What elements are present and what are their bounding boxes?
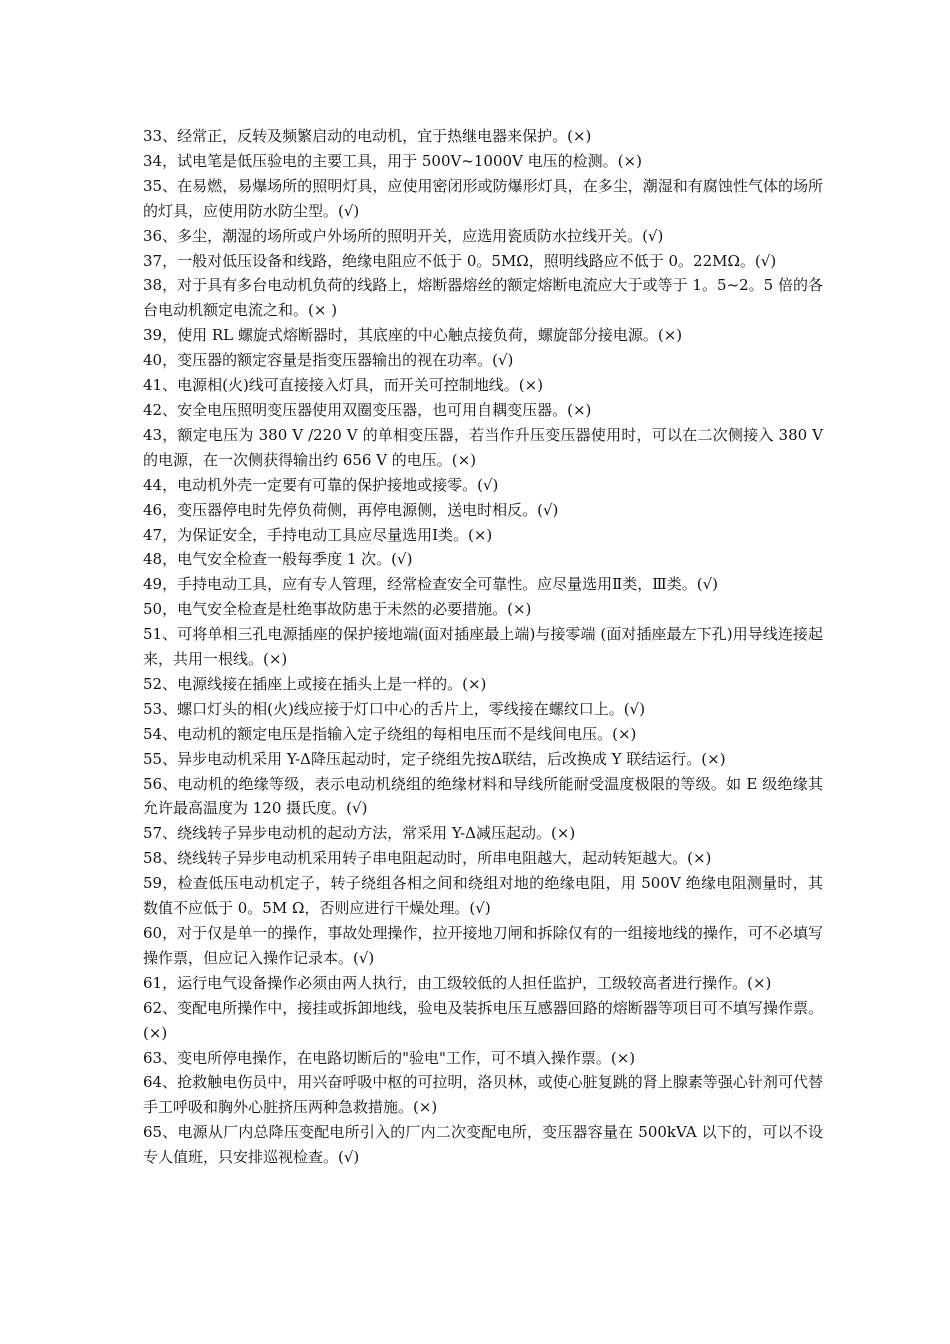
question-43: 43，额定电压为 380 V /220 V 的单相变压器，若当作升压变压器使用时，可以在二次侧接入 380 V 的电源，在一次侧获得输出约 656 V 的电压。(×)	[143, 425, 823, 469]
question-55: 55、异步电动机采用 Y-Δ降压起动时，定子绕组先按Δ联结，后改换成 Y 联结运行。(×)	[143, 749, 726, 768]
question-35: 35、在易燃，易爆场所的照明灯具，应使用密闭形或防爆形灯具，在多尘，潮湿和有腐蚀性气体的场所的灯具，应使用防水防尘型。(√)	[143, 176, 823, 220]
question-34: 34，试电笔是低压验电的主要工具，用于 500V~1000V 电压的检测。(×)	[143, 151, 642, 170]
question-37: 37，一般对低压设备和线路，绝缘电阻应不低于 0。5MΩ，照明线路应不低于 0。22MΩ。(√)	[143, 251, 777, 270]
question-54: 54、电动机的额定电压是指输入定子绕组的每相电压而不是线间电压。(×)	[143, 724, 637, 743]
question-38: 38，对于具有多台电动机负荷的线路上，熔断器熔丝的额定熔断电流应大于或等于 1。5~2。5 倍的各台电动机额定电流之和。(× )	[143, 276, 823, 320]
question-59: 59，检查低压电动机定子，转子绕组各相之间和绕组对地的绝缘电阻，用 500V 绝缘电阻测量时，其数值不应低于 0。5M Ω，否则应进行干燥处理。(√)	[143, 874, 823, 918]
question-58: 58、绕线转子异步电动机采用转子串电阻起动时，所串电阻越大，起动转矩越大。(×)	[143, 849, 712, 868]
question-51: 51、可将单相三孔电源插座的保护接地端(面对插座最上端)与接零端 (面对插座最左下孔)用导线连接起来，共用一根线。(×)	[143, 625, 823, 669]
question-53: 53、螺口灯头的相(火)线应接于灯口中心的舌片上，零线接在螺纹口上。(√)	[143, 699, 646, 718]
question-48: 48，电气安全检查一般每季度 1 次。(√)	[143, 550, 413, 569]
question-61: 61，运行电气设备操作必须由两人执行，由工级较低的人担任监护，工级较高者进行操作。(×)	[143, 973, 772, 992]
question-44: 44，电动机外壳一定要有可靠的保护接地或接零。(√)	[143, 475, 499, 494]
question-40: 40，变压器的额定容量是指变压器输出的视在功率。(√)	[143, 351, 514, 370]
question-42: 42、安全电压照明变压器使用双圈变压器，也可用自耦变压器。(×)	[143, 400, 592, 419]
question-49: 49，手持电动工具，应有专人管理，经常检查安全可靠性。应尽量选用Ⅱ类，Ⅲ类。(√)	[143, 575, 719, 594]
question-64: 64、抢救触电伤员中，用兴奋呼吸中枢的可拉明，洛贝林，或使心脏复跳的肾上腺素等强心针剂可代替手工呼吸和胸外心脏挤压两种急救措施。(×)	[143, 1073, 823, 1117]
question-41: 41、电源相(火)线可直接接入灯具，而开关可控制地线。(×)	[143, 376, 544, 395]
question-36: 36、多尘，潮湿的场所或户外场所的照明开关，应选用瓷质防水拉线开关。(√)	[143, 226, 664, 245]
question-60: 60，对于仅是单一的操作，事故处理操作，拉开接地刀闸和拆除仅有的一组接地线的操作，可不必填写操作票，但应记入操作记录本。(√)	[143, 924, 823, 967]
question-65: 65、电源从厂内总降压变配电所引入的厂内二次变配电所，变压器容量在 500kVA 以下的，可以不设专人值班，只安排巡视检查。(√)	[143, 1123, 823, 1167]
question-57: 57、绕线转子异步电动机的起动方法，常采用 Y-Δ减压起动。(×)	[143, 824, 576, 843]
question-56: 56、电动机的绝缘等级，表示电动机绕组的绝缘材料和导线所能耐受温度极限的等级。如 E 级绝缘其允许最高温度为 120 摄氏度。(√)	[143, 774, 823, 818]
question-47: 47，为保证安全，手持电动工具应尽量选用Ⅰ类。(×)	[143, 525, 493, 544]
question-46: 46，变压器停电时先停负荷侧，再停电源侧，送电时相反。(√)	[143, 500, 559, 519]
question-63: 63、变电所停电操作，在电路切断后的"验电"工作，可不填入操作票。(×)	[143, 1048, 636, 1067]
question-50: 50，电气安全检查是杜绝事故防患于未然的必要措施。(×)	[143, 600, 532, 619]
question-39: 39，使用 RL 螺旋式熔断器时，其底座的中心触点接负荷，螺旋部分接电源。(×)	[143, 326, 683, 345]
question-52: 52、电源线接在插座上或接在插头上是一样的。(×)	[143, 674, 487, 693]
document-body	[143, 124, 823, 1170]
question-62: 62、变配电所操作中，接挂或拆卸地线，验电及装拆电压互感器回路的熔断器等项目可不填写操作票。(×)	[143, 998, 823, 1042]
question-33: 33、经常正，反转及频繁启动的电动机，宜于热继电器来保护。(×)	[143, 127, 592, 145]
